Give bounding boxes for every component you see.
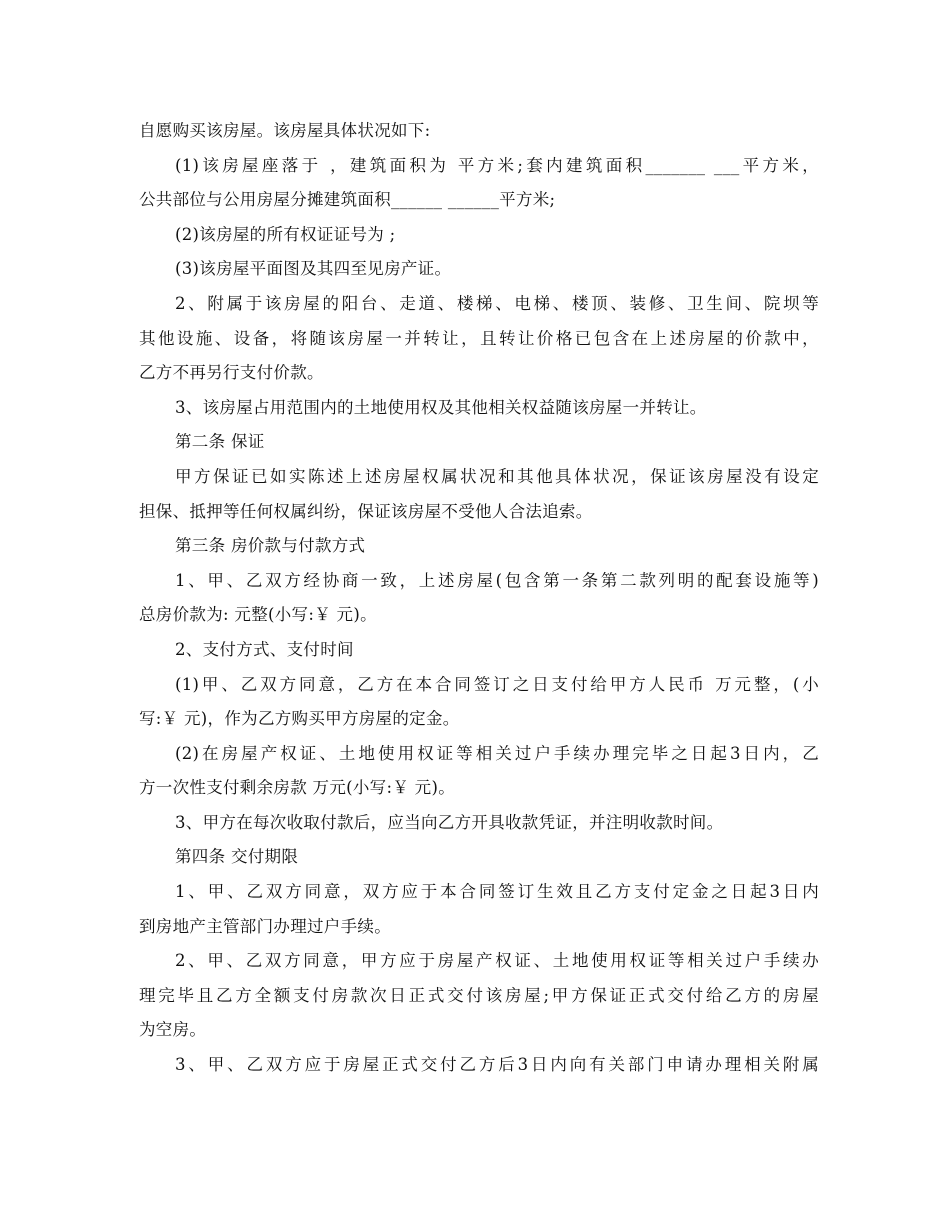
text-line: 第三条 房价款与付款方式 (175, 536, 366, 556)
text-line: 写:￥ 元)，作为乙方购买甲方房屋的定金。 (139, 709, 460, 729)
text-line: 自愿购买该房屋。该房屋具体状况如下: (139, 121, 431, 140)
text-line: 2、甲、乙双方同意，甲方应于房屋产权证、土地使用权证等相关过户手续办 (175, 951, 819, 971)
text-line: 其他设施、设备，将随该房屋一并转让，且转让价格已包含在上述房屋的价款中， (139, 328, 819, 348)
text-line: 到房地产主管部门办理过户手续。 (139, 916, 391, 936)
text-line: 乙方不再另行支付价款。 (139, 363, 324, 383)
text-line: (1)甲、乙双方同意，乙方在本合同签订之日支付给甲方人民币 万元整，(小 (175, 674, 819, 694)
text-line: 第四条 交付期限 (175, 847, 299, 867)
text-line: (1)该房屋座落于 ，建筑面积为 平方米;套内建筑面积_______ ___平方米， (175, 155, 819, 175)
document-body (139, 114, 819, 1083)
text-line: 总房价款为: 元整(小写:￥ 元)。 (139, 605, 377, 625)
text-line: (2)在房屋产权证、土地使用权证等相关过户手续办理完毕之日起3日内，乙 (175, 743, 819, 763)
text-line: 3、甲、乙双方应于房屋正式交付乙方后3日内向有关部门申请办理相关附属 (175, 1055, 819, 1075)
text-line: 甲方保证已如实陈述上述房屋权属状况和其他具体状况，保证该房屋没有设定 (175, 466, 819, 486)
text-line: 第二条 保证 (175, 432, 265, 452)
text-line: 1、甲、乙双方经协商一致，上述房屋(包含第一条第二款列明的配套设施等) (175, 570, 819, 590)
text-line: 担保、抵押等任何权属纠纷，保证该房屋不受他人合法追索。 (139, 501, 593, 521)
text-line: 1、甲、乙双方同意，双方应于本合同签订生效且乙方支付定金之日起3日内 (175, 882, 819, 902)
text-line: (2)该房屋的所有权证证号为 ; (175, 224, 396, 244)
text-line: 3、甲方在每次收取付款后，应当向乙方开具收款凭证，并注明收款时间。 (175, 812, 724, 832)
text-line: 为空房。 (139, 1020, 207, 1040)
text-line: 3、该房屋占用范围内的土地使用权及其他相关权益随该房屋一并转让。 (175, 397, 707, 417)
text-line: 理完毕且乙方全额支付房款次日正式交付该房屋;甲方保证正式交付给乙方的房屋 (139, 985, 819, 1005)
text-line: 方一次性支付剩余房款 万元(小写:￥ 元)。 (139, 778, 456, 798)
text-line: 2、附属于该房屋的阳台、走道、楼梯、电梯、楼顶、装修、卫生间、院坝等 (175, 293, 819, 313)
text-line: 公共部位与公用房屋分摊建筑面积______ ______平方米; (139, 190, 556, 210)
text-line: 2、支付方式、支付时间 (175, 639, 354, 659)
text-line: (3)该房屋平面图及其四至见房产证。 (175, 259, 452, 279)
